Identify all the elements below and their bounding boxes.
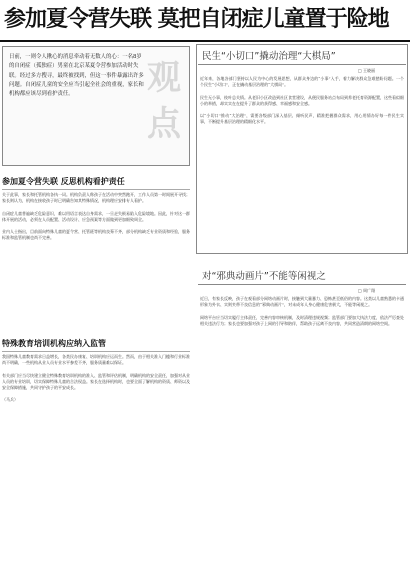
intro-decoration: 观点: [147, 58, 181, 144]
intro-text: 日前，一则令人揪心的消息牵动着无数人的心：一名8岁的自闭症（孤独症）男童在北京某夏令营参加活动时失联。经过多方搜寻，最终被找到，但这一事件暴露出许多问题。自闭症儿童的安全应当引起全社会的重视，家长和机构都应该尽到看护责任。: [9, 54, 144, 98]
right-box2-body: 近日，有家长反映，孩子在观看部分网络动画片时，接触到大量暴力、恐怖甚至低俗的内容。这类以儿童熟悉的卡通形象为外衣、实则夹带不良信息的“邪典动画片”，对未成年人身心健康危害极大，不能等闲视之。 网络平台应当切实履行主体责任，完善内容审核机制，及时清理违规视频；监管部门要加大执法力度，依法严厉查处相关违法行为；家长也要加强对孩子上网的引导和陪伴，帮助孩子远离不良内容，共同营造清朗的网络空间。: [200, 296, 404, 326]
headline-rule: [0, 40, 410, 42]
right-box2-byline: □ 周广翔: [358, 288, 376, 293]
left-section1-title: 参加夏令营失联 反思机构看护责任: [2, 176, 190, 190]
right-box1-title: 民生“小切口”撬动治理“大棋局”: [202, 51, 336, 62]
left-section2-title: 特殊教育培训机构应纳入监管: [2, 338, 190, 352]
left-section2-body: 我国特殊儿童教育需求日益增长，各类民办康复、培训机构应运而生。然而，由于相关准入门槛和行业标准尚不明确，一些机构从业人员专业水平参差不齐，服务质量难以保证。 有关部门应当尽快建立健全特殊教育培训机构的准入、监管和评估机制，明确机构的安全责任，加强对从业人员的专业培训，切实保障特殊儿童的合法权益。家长在选择机构时，也要全面了解机构的资质、师资以及安全保障措施，共同守护孩子的平安成长。 （马兵）: [2, 354, 190, 403]
intro-box: [2, 46, 190, 166]
left-section1-body: 关于此事，家长和托管机构各执一词。机构负责人称孩子在活动中突然跑开，工作人员第一时间展开寻找；家长则认为，机构在接收孩子时已明确告知其特殊情况，机构理应安排专人看护。 自闭症儿童普遍缺乏危险意识，难以用语言表达自身需求，一旦走失极易陷入危险境地。因此，针对这一群体开展的活动，必须在人员配置、活动设计、应急预案等方面做到更加细致周全。 业内人士指出，目前面向特殊儿童的夏令营、托管班等机构良莠不齐，部分机构缺乏专业资质和经验，服务标准和监管机制也尚不完善。: [2, 192, 190, 241]
right-box2-rule: [198, 284, 406, 285]
right-box1-rule: [198, 64, 406, 65]
page-headline: 参加夏令营失联 莫把自闭症儿童置于险地: [4, 7, 389, 32]
right-box1-byline: □ 王晓丽: [358, 68, 376, 73]
right-box1-body: 近年来，各地各部门坚持以人民为中心的发展思想，从群众身边的“小事”入手，着力解决群众急难愁盼问题。一个个民生“小切口”，正在撬动基层治理的“大棋局”。 民生无小事，枝叶总关情。从老旧小区改造到社区食堂建设，从便民服务站点布局到养老托育资源配置，这些看似细小的举措，却实实在在提升了群众的获得感、幸福感和安全感。 以“小切口”推动“大治理”，需要各级部门深入基层、倾听民声，精准把握群众需求，用心用情办好每一件民生实事，不断提升基层治理的精细化水平。: [200, 76, 404, 125]
right-box2-title: 对“邪典动画片”不能等闲视之: [202, 271, 326, 282]
